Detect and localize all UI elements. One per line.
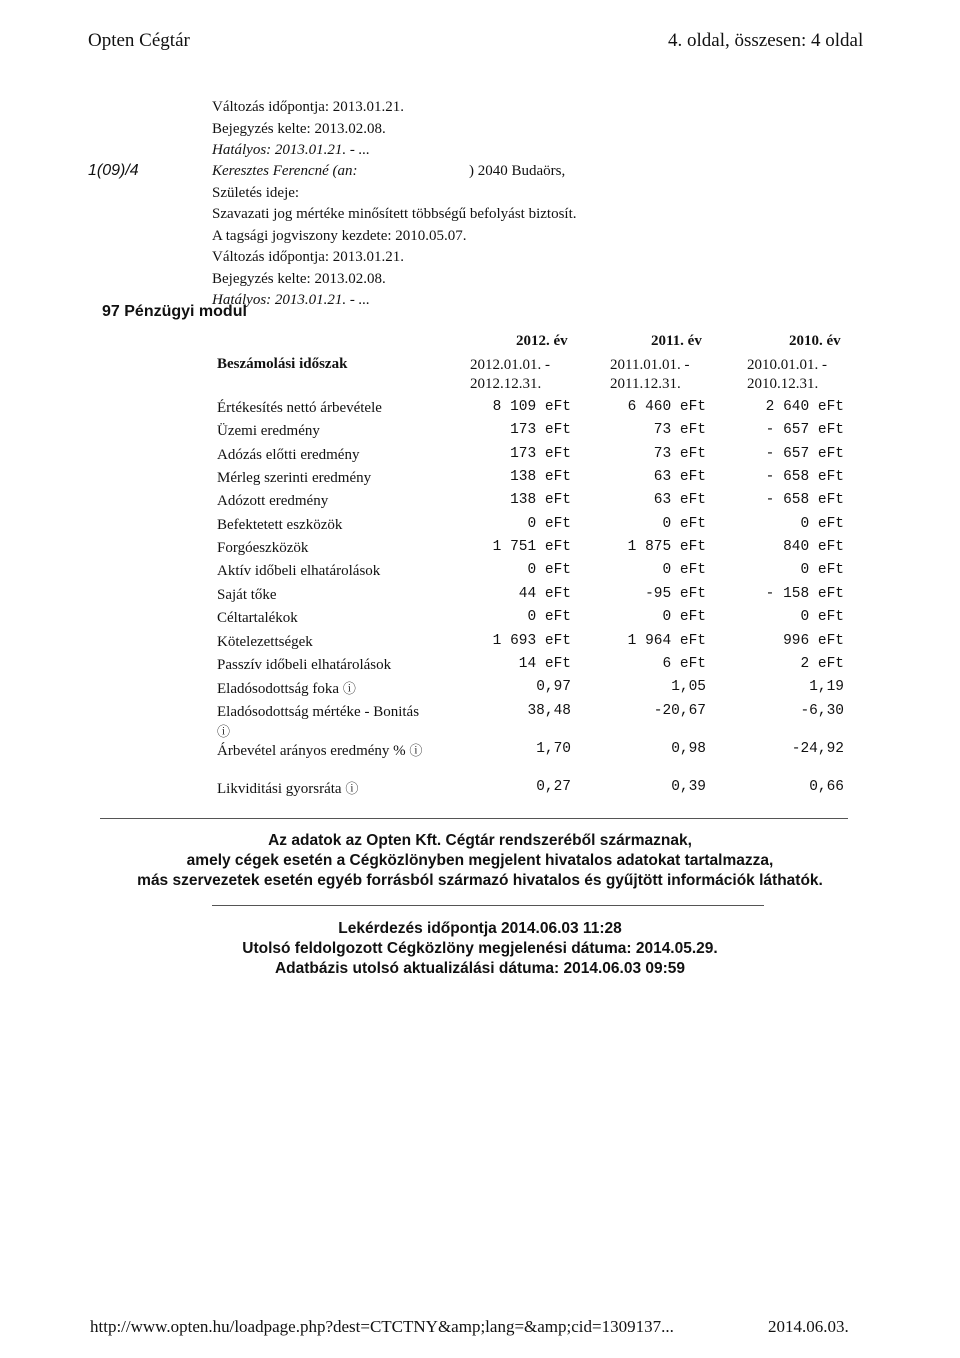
- row-value: 138 eFt: [510, 492, 571, 508]
- row-label-text: Passzív időbeli elhatárolások: [217, 657, 392, 673]
- entry-name: Keresztes Ferencné (an:: [212, 163, 358, 179]
- row-value: 0 eFt: [662, 516, 706, 532]
- period-start: 2011.01.01. -: [610, 357, 690, 373]
- row-label-text: Likviditási gyorsráta: [217, 781, 342, 797]
- row-value: 173 eFt: [510, 422, 571, 438]
- row-value: - 658 eFt: [765, 492, 844, 508]
- prev-change-date: Változás időpontja: 2013.01.21.: [212, 99, 405, 115]
- entry-block: [212, 161, 577, 312]
- period-start: 2012.01.01. -: [470, 357, 550, 373]
- row-value: 1 964 eFt: [627, 633, 706, 649]
- row-value: 1,05: [671, 679, 706, 695]
- row-value: 73 eFt: [653, 446, 706, 462]
- row-value: 0 eFt: [800, 516, 844, 532]
- row-label: [217, 779, 447, 799]
- row-value: 14 eFt: [518, 656, 571, 672]
- row-label-text: Adózás előtti eredmény: [217, 447, 360, 463]
- row-value: 840 eFt: [783, 539, 844, 555]
- row-value: 63 eFt: [653, 469, 706, 485]
- row-value: 1 693 eFt: [492, 633, 571, 649]
- row-value: 0,66: [809, 779, 844, 795]
- prev-entry-date: Bejegyzés kelte: 2013.02.08.: [212, 120, 386, 137]
- row-label-text: Eladósodottság mértéke - Bonitás: [217, 704, 420, 720]
- info-icon[interactable]: ⓘ: [217, 724, 231, 739]
- row-value: -20,67: [653, 703, 706, 719]
- row-label: [217, 633, 447, 652]
- row-value: 0 eFt: [662, 562, 706, 578]
- period-end: 2012.12.31.: [470, 376, 542, 392]
- entry-id: 1(09)/4: [88, 162, 139, 179]
- row-label-text: Értékesítés nettó árbevétele: [217, 400, 382, 416]
- row-value: 0 eFt: [527, 516, 571, 532]
- year-header-2010: 2010. év: [789, 333, 841, 349]
- info-icon[interactable]: ⓘ: [409, 743, 423, 758]
- row-value: 0 eFt: [527, 562, 571, 578]
- row-label: [217, 399, 447, 418]
- row-label: [217, 539, 447, 558]
- entry-voting: Szavazati jog mértéke minősített többségű befolyást biztosít.: [212, 206, 577, 222]
- row-value: 0,27: [536, 779, 571, 795]
- row-label-text: Befektetett eszközök: [217, 517, 343, 533]
- row-label-text: Aktív időbeli elhatárolások: [217, 563, 381, 579]
- prev-entry-block: [212, 97, 404, 162]
- row-label-text: Kötelezettségek: [217, 634, 313, 650]
- period-end: 2011.12.31.: [610, 376, 681, 392]
- row-label: [217, 446, 447, 465]
- row-value: 0,97: [536, 679, 571, 695]
- row-value: 0 eFt: [527, 609, 571, 625]
- row-value: 0 eFt: [800, 562, 844, 578]
- separator-top: [100, 818, 848, 819]
- info-icon[interactable]: ⓘ: [342, 681, 356, 696]
- query-line: Adatbázis utolsó aktualizálási dátuma: 2014.06.03 09:59: [274, 960, 686, 977]
- row-label: [217, 656, 447, 675]
- period-start: 2010.01.01. -: [747, 357, 827, 373]
- row-label: [217, 469, 447, 488]
- page-info: 4. oldal, összesen: 4 oldal: [668, 30, 864, 51]
- row-value: 1,19: [809, 679, 844, 695]
- row-label-text: Adózott eredmény: [217, 493, 329, 509]
- row-value: -6,30: [800, 703, 844, 719]
- row-label: [217, 741, 447, 761]
- entry-change-date: Változás időpontja: 2013.01.21.: [212, 249, 405, 265]
- source-url[interactable]: http://www.opten.hu/loadpage.php?dest=CTCTNY&amp;lang=&amp;cid=1309137...: [90, 1317, 674, 1336]
- query-line: Lekérdezés időpontja 2014.06.03 11:28: [338, 920, 622, 937]
- year-header-2012: 2012. év: [516, 333, 568, 349]
- row-value: 38,48: [527, 703, 571, 719]
- row-value: 44 eFt: [518, 586, 571, 602]
- source-line: más szervezetek esetén egyéb forrásból származó hivatalos és gyűjtött információk láthatók.: [137, 872, 823, 889]
- row-value: 1 751 eFt: [492, 539, 571, 555]
- prev-effective: Hatályos: 2013.01.21. - ...: [212, 142, 370, 158]
- row-value: -95 eFt: [645, 586, 706, 602]
- entry-birth: Születés ideje:: [212, 184, 300, 201]
- entry-address: ) 2040 Budaörs,: [469, 163, 566, 179]
- row-label-text: Saját tőke: [217, 587, 277, 603]
- period-label: Beszámolási időszak: [217, 356, 348, 372]
- period-end: 2010.12.31.: [747, 376, 819, 392]
- row-label: [217, 492, 447, 511]
- row-label-text: Üzemi eredmény: [217, 423, 320, 439]
- row-value: 0,39: [671, 779, 706, 795]
- row-label-text: Mérleg szerinti eredmény: [217, 470, 372, 486]
- source-line: Az adatok az Opten Kft. Cégtár rendszeréből származnak,: [268, 832, 692, 849]
- row-label-text: Eladósodottság foka: [217, 681, 340, 697]
- row-value: 8 109 eFt: [492, 399, 571, 415]
- row-value: - 657 eFt: [765, 446, 844, 462]
- row-label: [217, 609, 447, 628]
- row-value: - 158 eFt: [765, 586, 844, 602]
- row-value: 1,70: [536, 741, 571, 757]
- row-value: 173 eFt: [510, 446, 571, 462]
- row-value: 0,98: [671, 741, 706, 757]
- row-value: 63 eFt: [653, 492, 706, 508]
- row-label: [217, 422, 447, 441]
- row-label-text: Árbevétel arányos eredmény %: [217, 743, 406, 759]
- row-label: [217, 679, 447, 699]
- row-label: [217, 562, 447, 581]
- row-label: [217, 516, 447, 535]
- row-value: 6 460 eFt: [627, 399, 706, 415]
- row-value: - 658 eFt: [765, 469, 844, 485]
- row-label-text: Forgóeszközök: [217, 540, 309, 556]
- row-label-text: Céltartalékok: [217, 610, 298, 626]
- module-title: 97 Pénzügyi modul: [102, 303, 247, 320]
- period-2012: [470, 356, 550, 394]
- entry-entry-date: Bejegyzés kelte: 2013.02.08.: [212, 270, 386, 287]
- period-2010: [747, 356, 827, 394]
- row-value: 138 eFt: [510, 469, 571, 485]
- row-value: 0 eFt: [662, 609, 706, 625]
- row-label: [217, 703, 447, 742]
- row-value: 6 eFt: [662, 656, 706, 672]
- separator-bottom: [212, 905, 764, 906]
- entry-membership: A tagsági jogviszony kezdete: 2010.05.07.: [212, 227, 467, 244]
- row-value: 2 640 eFt: [765, 399, 844, 415]
- row-label: [217, 586, 447, 605]
- row-value: 2 eFt: [800, 656, 844, 672]
- source-line: amely cégek esetén a Cégközlönyben megjelent hivatalos adatokat tartalmazza,: [186, 852, 774, 869]
- query-line: Utolsó feldolgozott Cégközlöny megjelenési dátuma: 2014.05.29.: [242, 940, 718, 957]
- app-title: Opten Cégtár: [88, 30, 190, 51]
- entry-effective: Hatályos: 2013.01.21. - ...: [212, 292, 370, 308]
- info-icon[interactable]: ⓘ: [345, 781, 359, 796]
- row-value: - 657 eFt: [765, 422, 844, 438]
- row-value: 73 eFt: [653, 422, 706, 438]
- row-value: -24,92: [791, 741, 844, 757]
- year-header-2011: 2011. év: [651, 333, 702, 349]
- period-2011: [610, 356, 689, 394]
- row-value: 996 eFt: [783, 633, 844, 649]
- print-date: 2014.06.03.: [768, 1317, 849, 1336]
- row-value: 1 875 eFt: [627, 539, 706, 555]
- row-value: 0 eFt: [800, 609, 844, 625]
